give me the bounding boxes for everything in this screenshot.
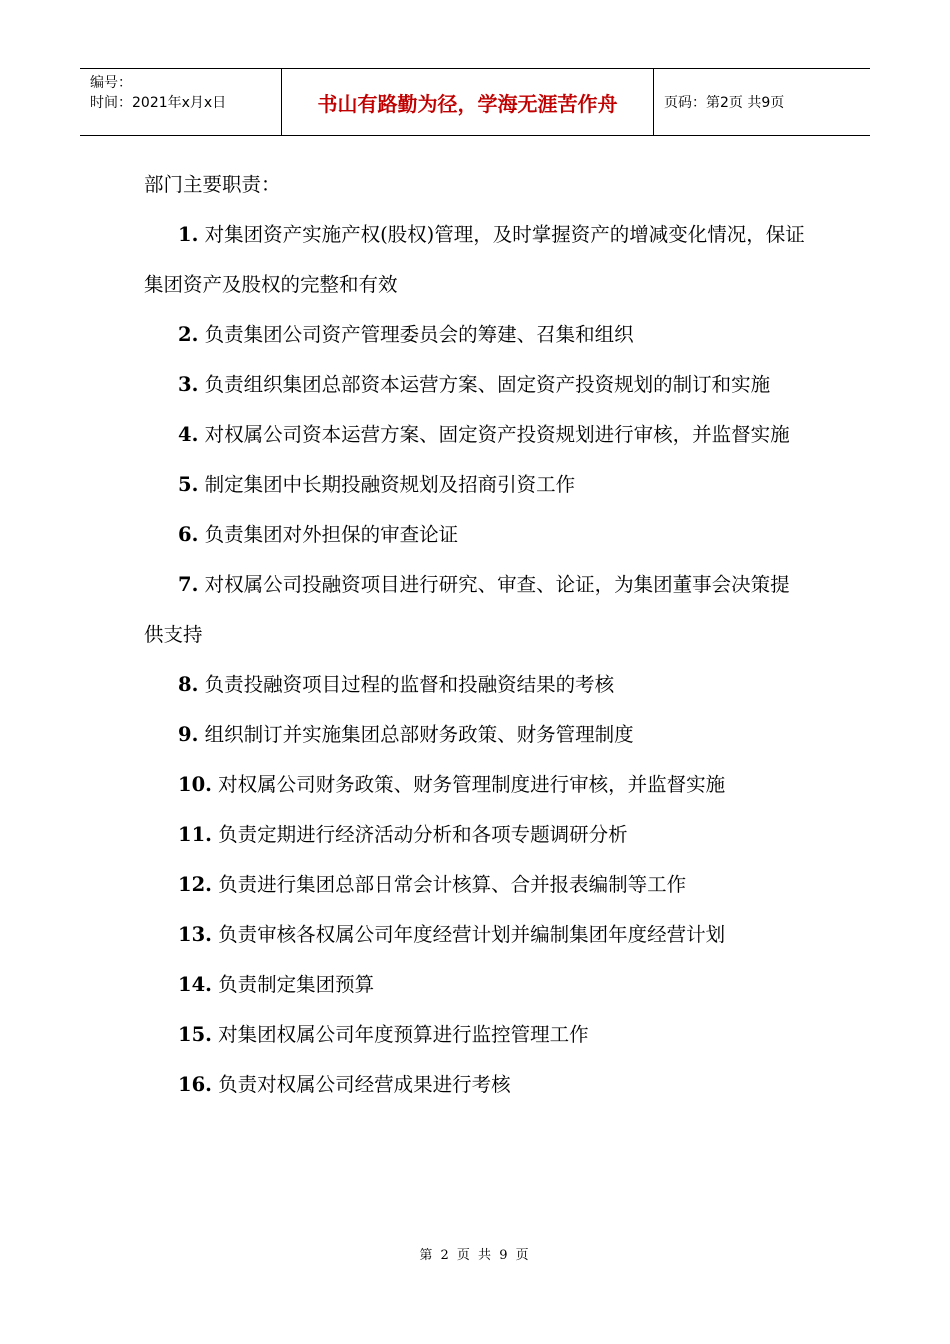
list-item-text: 对权属公司财务政策、财务管理制度进行审核，并监督实施 xyxy=(218,773,726,796)
list-item-number: 3. xyxy=(178,373,199,396)
header-meta xyxy=(80,69,282,135)
list-item-text: 对权属公司投融资项目进行研究、审查、论证，为集团董事会决策提供支持 xyxy=(144,573,790,646)
header-page-info: 页码：第2页 共9页 xyxy=(664,95,785,111)
header-motto: 书山有路勤为径，学海无涯苦作舟 xyxy=(282,69,654,135)
list-item xyxy=(144,960,808,1010)
list-item xyxy=(144,410,808,460)
list-item-text: 负责对权属公司经营成果进行考核 xyxy=(218,1073,511,1096)
list-item-number: 9. xyxy=(178,723,199,746)
list-item-number: 4. xyxy=(178,423,199,446)
list-item xyxy=(144,910,808,960)
section-title: 部门主要职责： xyxy=(144,173,281,196)
document-body xyxy=(144,160,808,1110)
list-item-number: 14. xyxy=(178,973,212,996)
list-item-number: 12. xyxy=(178,873,212,896)
list-item-number: 6. xyxy=(178,523,199,546)
list-item-text: 负责组织集团总部资本运营方案、固定资产投资规划的制订和实施 xyxy=(204,373,771,396)
list-item-number: 1. xyxy=(178,223,199,246)
list-item xyxy=(144,710,808,760)
list-item-number: 11. xyxy=(178,823,212,846)
duty-list xyxy=(144,210,808,1110)
list-item-number: 2. xyxy=(178,323,199,346)
list-item xyxy=(144,1060,808,1110)
list-item xyxy=(144,810,808,860)
page-header xyxy=(80,68,870,136)
time-label: 时间：2021年x月x日 xyxy=(90,95,227,111)
list-item xyxy=(144,1010,808,1060)
list-item-text: 组织制订并实施集团总部财务政策、财务管理制度 xyxy=(204,723,634,746)
list-item-number: 15. xyxy=(178,1023,212,1046)
list-item-text: 对集团权属公司年度预算进行监控管理工作 xyxy=(218,1023,589,1046)
list-item-text: 对权属公司资本运营方案、固定资产投资规划进行审核，并监督实施 xyxy=(204,423,790,446)
list-item-number: 16. xyxy=(178,1073,212,1096)
list-item xyxy=(144,860,808,910)
list-item-text: 负责集团对外担保的审查论证 xyxy=(204,523,459,546)
list-item-text: 负责投融资项目过程的监督和投融资结果的考核 xyxy=(204,673,615,696)
list-item-number: 8. xyxy=(178,673,199,696)
list-item xyxy=(144,560,808,660)
list-item-text: 负责进行集团总部日常会计核算、合并报表编制等工作 xyxy=(218,873,687,896)
list-item-text: 负责审核各权属公司年度经营计划并编制集团年度经营计划 xyxy=(218,923,726,946)
list-item-text: 负责制定集团预算 xyxy=(218,973,375,996)
list-item-number: 5. xyxy=(178,473,199,496)
list-item-text: 制定集团中长期投融资规划及招商引资工作 xyxy=(204,473,576,496)
list-item-number: 7. xyxy=(178,573,199,596)
list-item-text: 对集团资产实施产权(股权)管理，及时掌握资产的增减变化情况，保证集团资产及股权的完整和有效 xyxy=(144,223,805,296)
list-item-number: 13. xyxy=(178,923,212,946)
list-item xyxy=(144,310,808,360)
list-item xyxy=(144,210,808,310)
list-item xyxy=(144,760,808,810)
list-item xyxy=(144,510,808,560)
page-footer: 第 2 页 共 9 页 xyxy=(419,1248,531,1263)
list-item xyxy=(144,360,808,410)
code-label: 编号： xyxy=(90,75,132,91)
list-item-number: 10. xyxy=(178,773,212,796)
list-item-text: 负责定期进行经济活动分析和各项专题调研分析 xyxy=(218,823,628,846)
list-item-text: 负责集团公司资产管理委员会的筹建、召集和组织 xyxy=(204,323,634,346)
list-item xyxy=(144,660,808,710)
list-item xyxy=(144,460,808,510)
